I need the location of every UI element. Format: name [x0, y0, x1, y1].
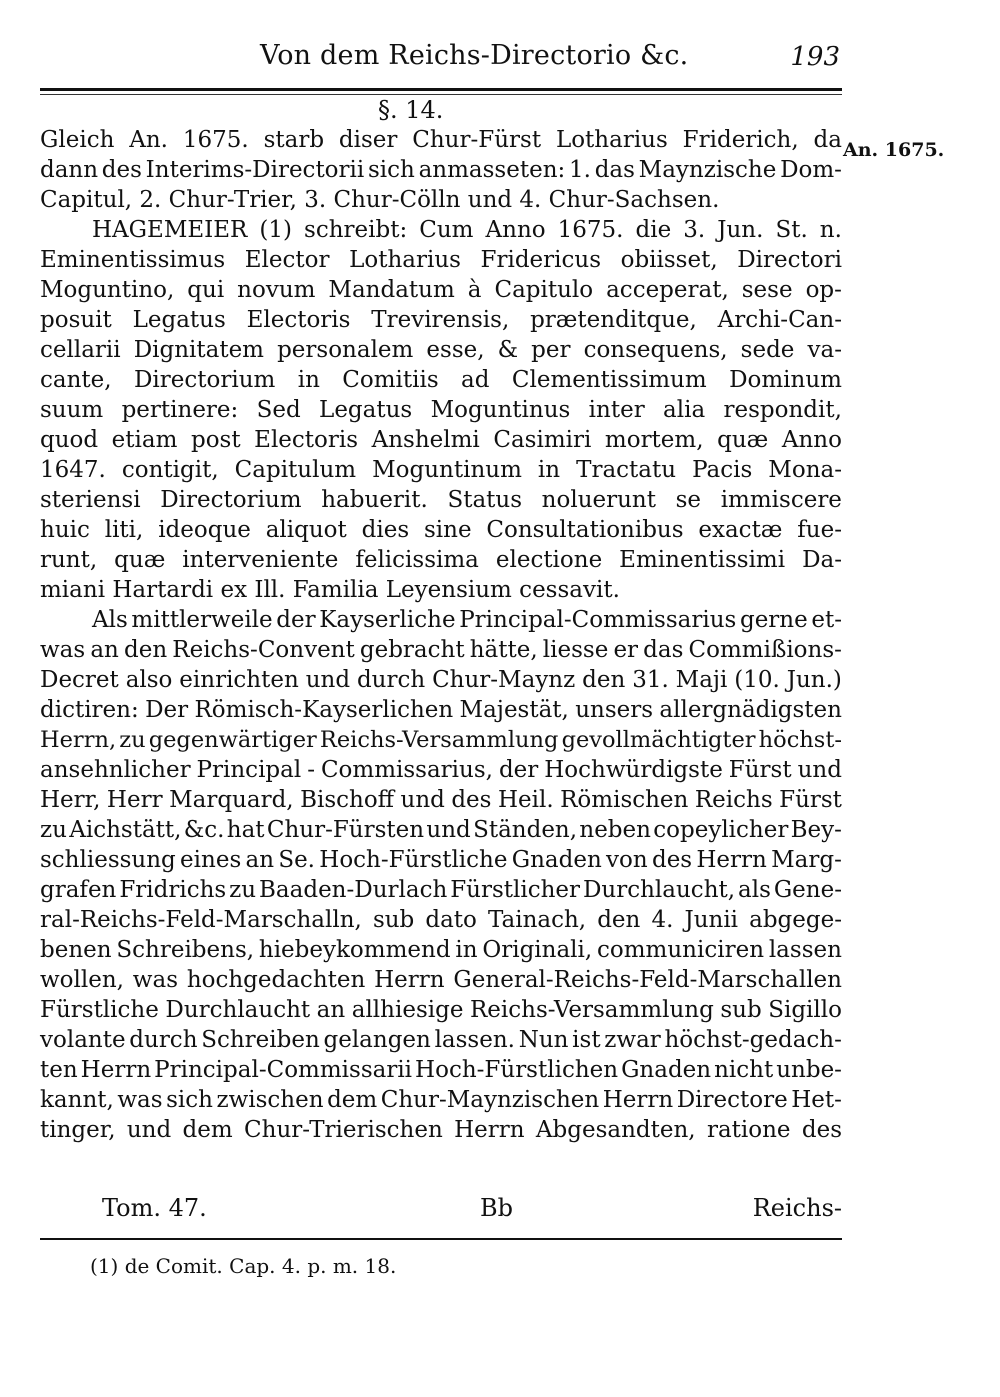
text-line: 1647. contigit, Capitulum Moguntinum in Tractatu Pacis Mona- — [40, 457, 842, 483]
text-line: suum pertinere: Sed Legatus Moguntinus inter alia respondit, — [40, 397, 842, 423]
text-line: quod etiam post Electoris Anshelmi Casimiri mortem, quæ Anno — [40, 427, 842, 453]
text-line: Herr, Herr Marquard, Bischoff und des Heil. Römischen Reichs Fürst — [40, 787, 842, 813]
body-text — [40, 125, 842, 1145]
text-line: dann des Interims-Directorii sich anmasseten: 1. das Maynzische Dom- — [40, 157, 842, 183]
header-rule — [40, 88, 842, 91]
running-title: Von dem Reichs-Directorio &c. — [260, 40, 689, 71]
text-line: huic liti, ideoque aliquot dies sine Consultationibus exactæ fue- — [40, 517, 842, 543]
text-line: zu Aichstätt, &c. hat Chur-Fürsten und Ständen, neben copeylicher Bey- — [40, 817, 842, 843]
text-line: steriensi Directorium habuerit. Status noluerunt se immiscere — [40, 487, 842, 513]
text-line: Capitul, 2. Chur-Trier, 3. Chur-Cölln und 4. Chur-Sachsen. — [40, 187, 720, 213]
text-line: Moguntino, qui novum Mandatum à Capitulo acceperat, sese op- — [40, 277, 842, 303]
text-line: Herrn, zu gegenwärtiger Reichs-Versammlung gevollmächtigter höchst- — [40, 727, 842, 753]
margin-note: An. 1675. — [843, 139, 945, 161]
text-line: cante, Directorium in Comitiis ad Clementissimum Dominum — [40, 367, 842, 393]
footnote: (1) de Comit. Cap. 4. p. m. 18. — [90, 1254, 397, 1278]
text-line: HAGEMEIER (1) schreibt: Cum Anno 1675. die 3. Jun. St. n. — [92, 217, 842, 243]
text-line: dictiren: Der Römisch-Kayserlichen Majestät, unsers allergnädigsten — [40, 697, 842, 723]
text-line: volante durch Schreiben gelangen lassen. Nun ist zwar höchst-gedach- — [40, 1027, 842, 1053]
text-line: tinger, und dem Chur-Trierischen Herrn Abgesandten, ratione des — [40, 1117, 842, 1143]
running-head — [40, 40, 840, 80]
text-line: Eminentissimus Elector Lotharius Fridericus obiisset, Directori — [40, 247, 842, 273]
catchword: Reichs- — [752, 1194, 842, 1222]
text-line: cellarii Dignitatem personalem esse, & per consequens, sede va- — [40, 337, 842, 363]
text-line: Decret also einrichten und durch Chur-Maynz den 31. Maji (10. Jun.) — [40, 667, 842, 693]
text-line: schliessung eines an Se. Hoch-Fürstliche Gnaden von des Herrn Marg- — [40, 847, 842, 873]
text-line: kannt, was sich zwischen dem Chur-Maynzischen Herrn Directore Het- — [40, 1087, 842, 1113]
text-line: grafen Fridrichs zu Baaden-Durlach Fürstlicher Durchlaucht, als Gene- — [40, 877, 842, 903]
catchword-line — [40, 1194, 842, 1226]
text-line: benen Schreibens, hiebeykommend in Originali, communiciren lassen — [40, 937, 842, 963]
text-line: was an den Reichs-Convent gebracht hätte, liesse er das Commißions- — [40, 637, 842, 663]
text-line: posuit Legatus Electoris Trevirensis, prætenditque, Archi-Can- — [40, 307, 842, 333]
text-line: runt, quæ interveniente felicissima electione Eminentissimi Da- — [40, 547, 842, 573]
text-line: ral-Reichs-Feld-Marschalln, sub dato Tainach, den 4. Junii abgege- — [40, 907, 842, 933]
text-line: Als mittlerweile der Kayserliche Principal-Commissarius gerne et- — [92, 607, 842, 633]
text-line: ten Herrn Principal-Commissarii Hoch-Fürstlichen Gnaden nicht unbe- — [40, 1057, 842, 1083]
volume-signature: Tom. 47. — [102, 1194, 207, 1222]
text-line: wollen, was hochgedachten Herrn General-Reichs-Feld-Marschallen — [40, 967, 842, 993]
gathering-signature: Bb — [480, 1194, 513, 1222]
text-line: Gleich An. 1675. starb diser Chur-Fürst Lotharius Friderich, da — [40, 127, 842, 153]
header-rule-thin — [40, 94, 842, 95]
text-line: Fürstliche Durchlaucht an allhiesige Reichs-Versammlung sub Sigillo — [40, 997, 842, 1023]
section-heading: §. 14. — [378, 96, 444, 124]
footnote-rule — [40, 1238, 842, 1240]
page-number: 193 — [790, 42, 840, 72]
text-line: ansehnlicher Principal - Commissarius, der Hochwürdigste Fürst und — [40, 757, 842, 783]
text-line: miani Hartardi ex Ill. Familia Leyensium cessavit. — [40, 577, 620, 603]
